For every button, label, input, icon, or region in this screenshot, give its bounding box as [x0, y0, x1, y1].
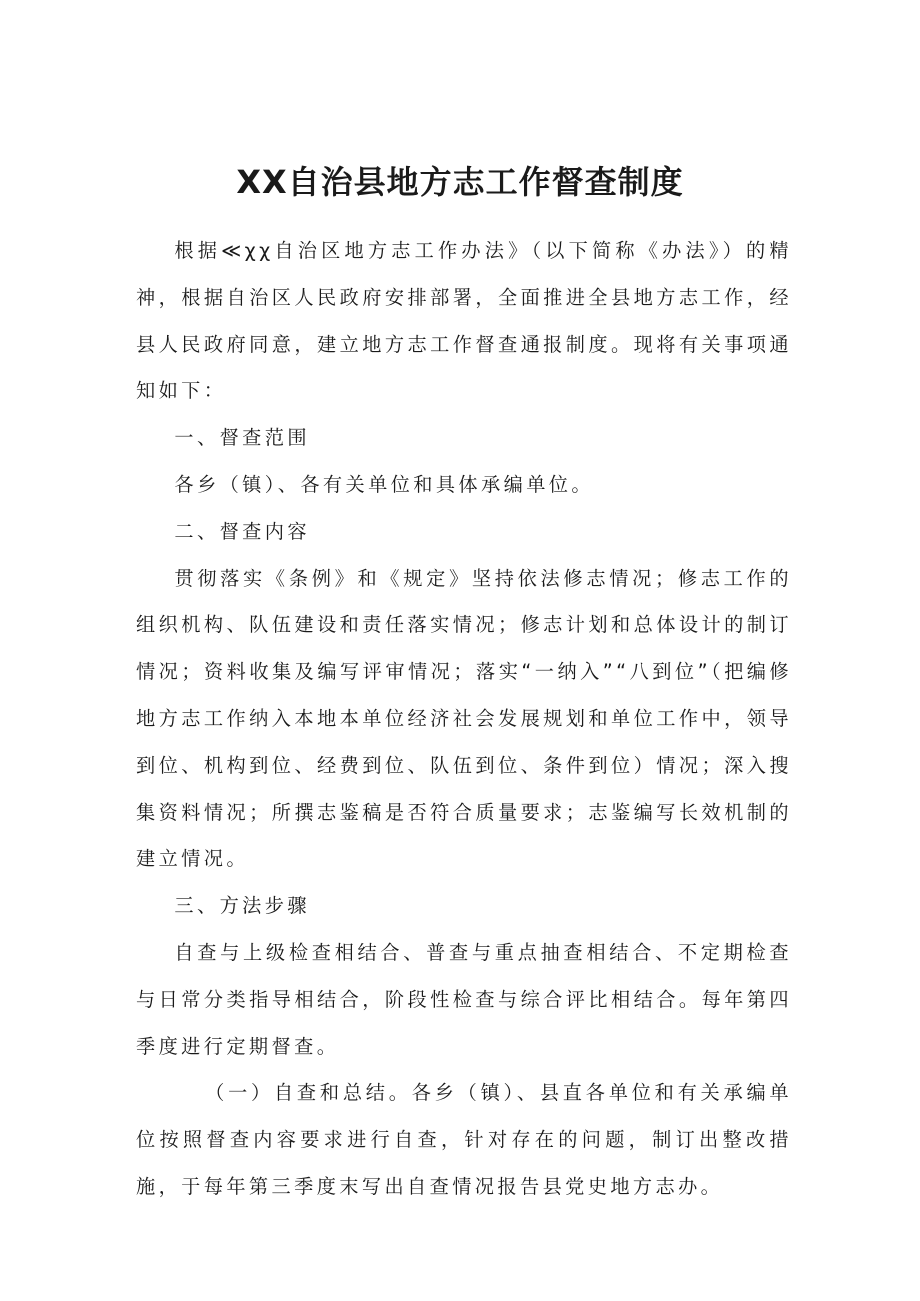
intro-paragraph: 根据≪χχ自治区地方志工作办法》（以下简称《办法》）的精神，根据自治区人民政府安排部署，全面推进全县地方志工作，经县人民政府同意，建立地方志工作督查通报制度。现将有关事项通知如下：	[136, 239, 792, 403]
self-check-paragraph: （一）自查和总结。各乡（镇）、县直各单位和有关承编单位按照督查内容要求进行自查，针对存在的问题，制订出整改措施，于每年第三季度末写出自查情况报告县党史地方志办。	[136, 1081, 792, 1198]
section-heading-steps: 三、方法步骤	[174, 894, 310, 918]
content-paragraph: 贯彻落实《条例》和《规定》坚持依法修志情况；修志工作的组织机构、队伍建设和责任落实情况；修志计划和总体设计的制订情况；资料收集及编写评审情况；落实“一纳入”“八到位”（把编修地方志工作纳入本地本单位经济社会发展规划和单位工作中，领导到位、机构到位、经费到位、队伍到位、条件到位）情况；深入搜集资料情况；所撰志鉴稿是否符合质量要求；志鉴编写长效机制的建立情况。	[136, 566, 792, 871]
steps-paragraph: 自查与上级检查相结合、普查与重点抽查相结合、不定期检查与日常分类指导相结合，阶段性检查与综合评比相结合。每年第四季度进行定期督查。	[136, 940, 792, 1058]
scope-paragraph: 各乡（镇）、各有关单位和具体承编单位。	[174, 472, 594, 496]
document-title: XX自治县地方志工作督查制度	[236, 163, 684, 201]
document-body	[136, 228, 792, 1211]
section-heading-scope: 一、督查范围	[174, 426, 310, 450]
section-heading-content: 二、督查内容	[174, 519, 310, 543]
